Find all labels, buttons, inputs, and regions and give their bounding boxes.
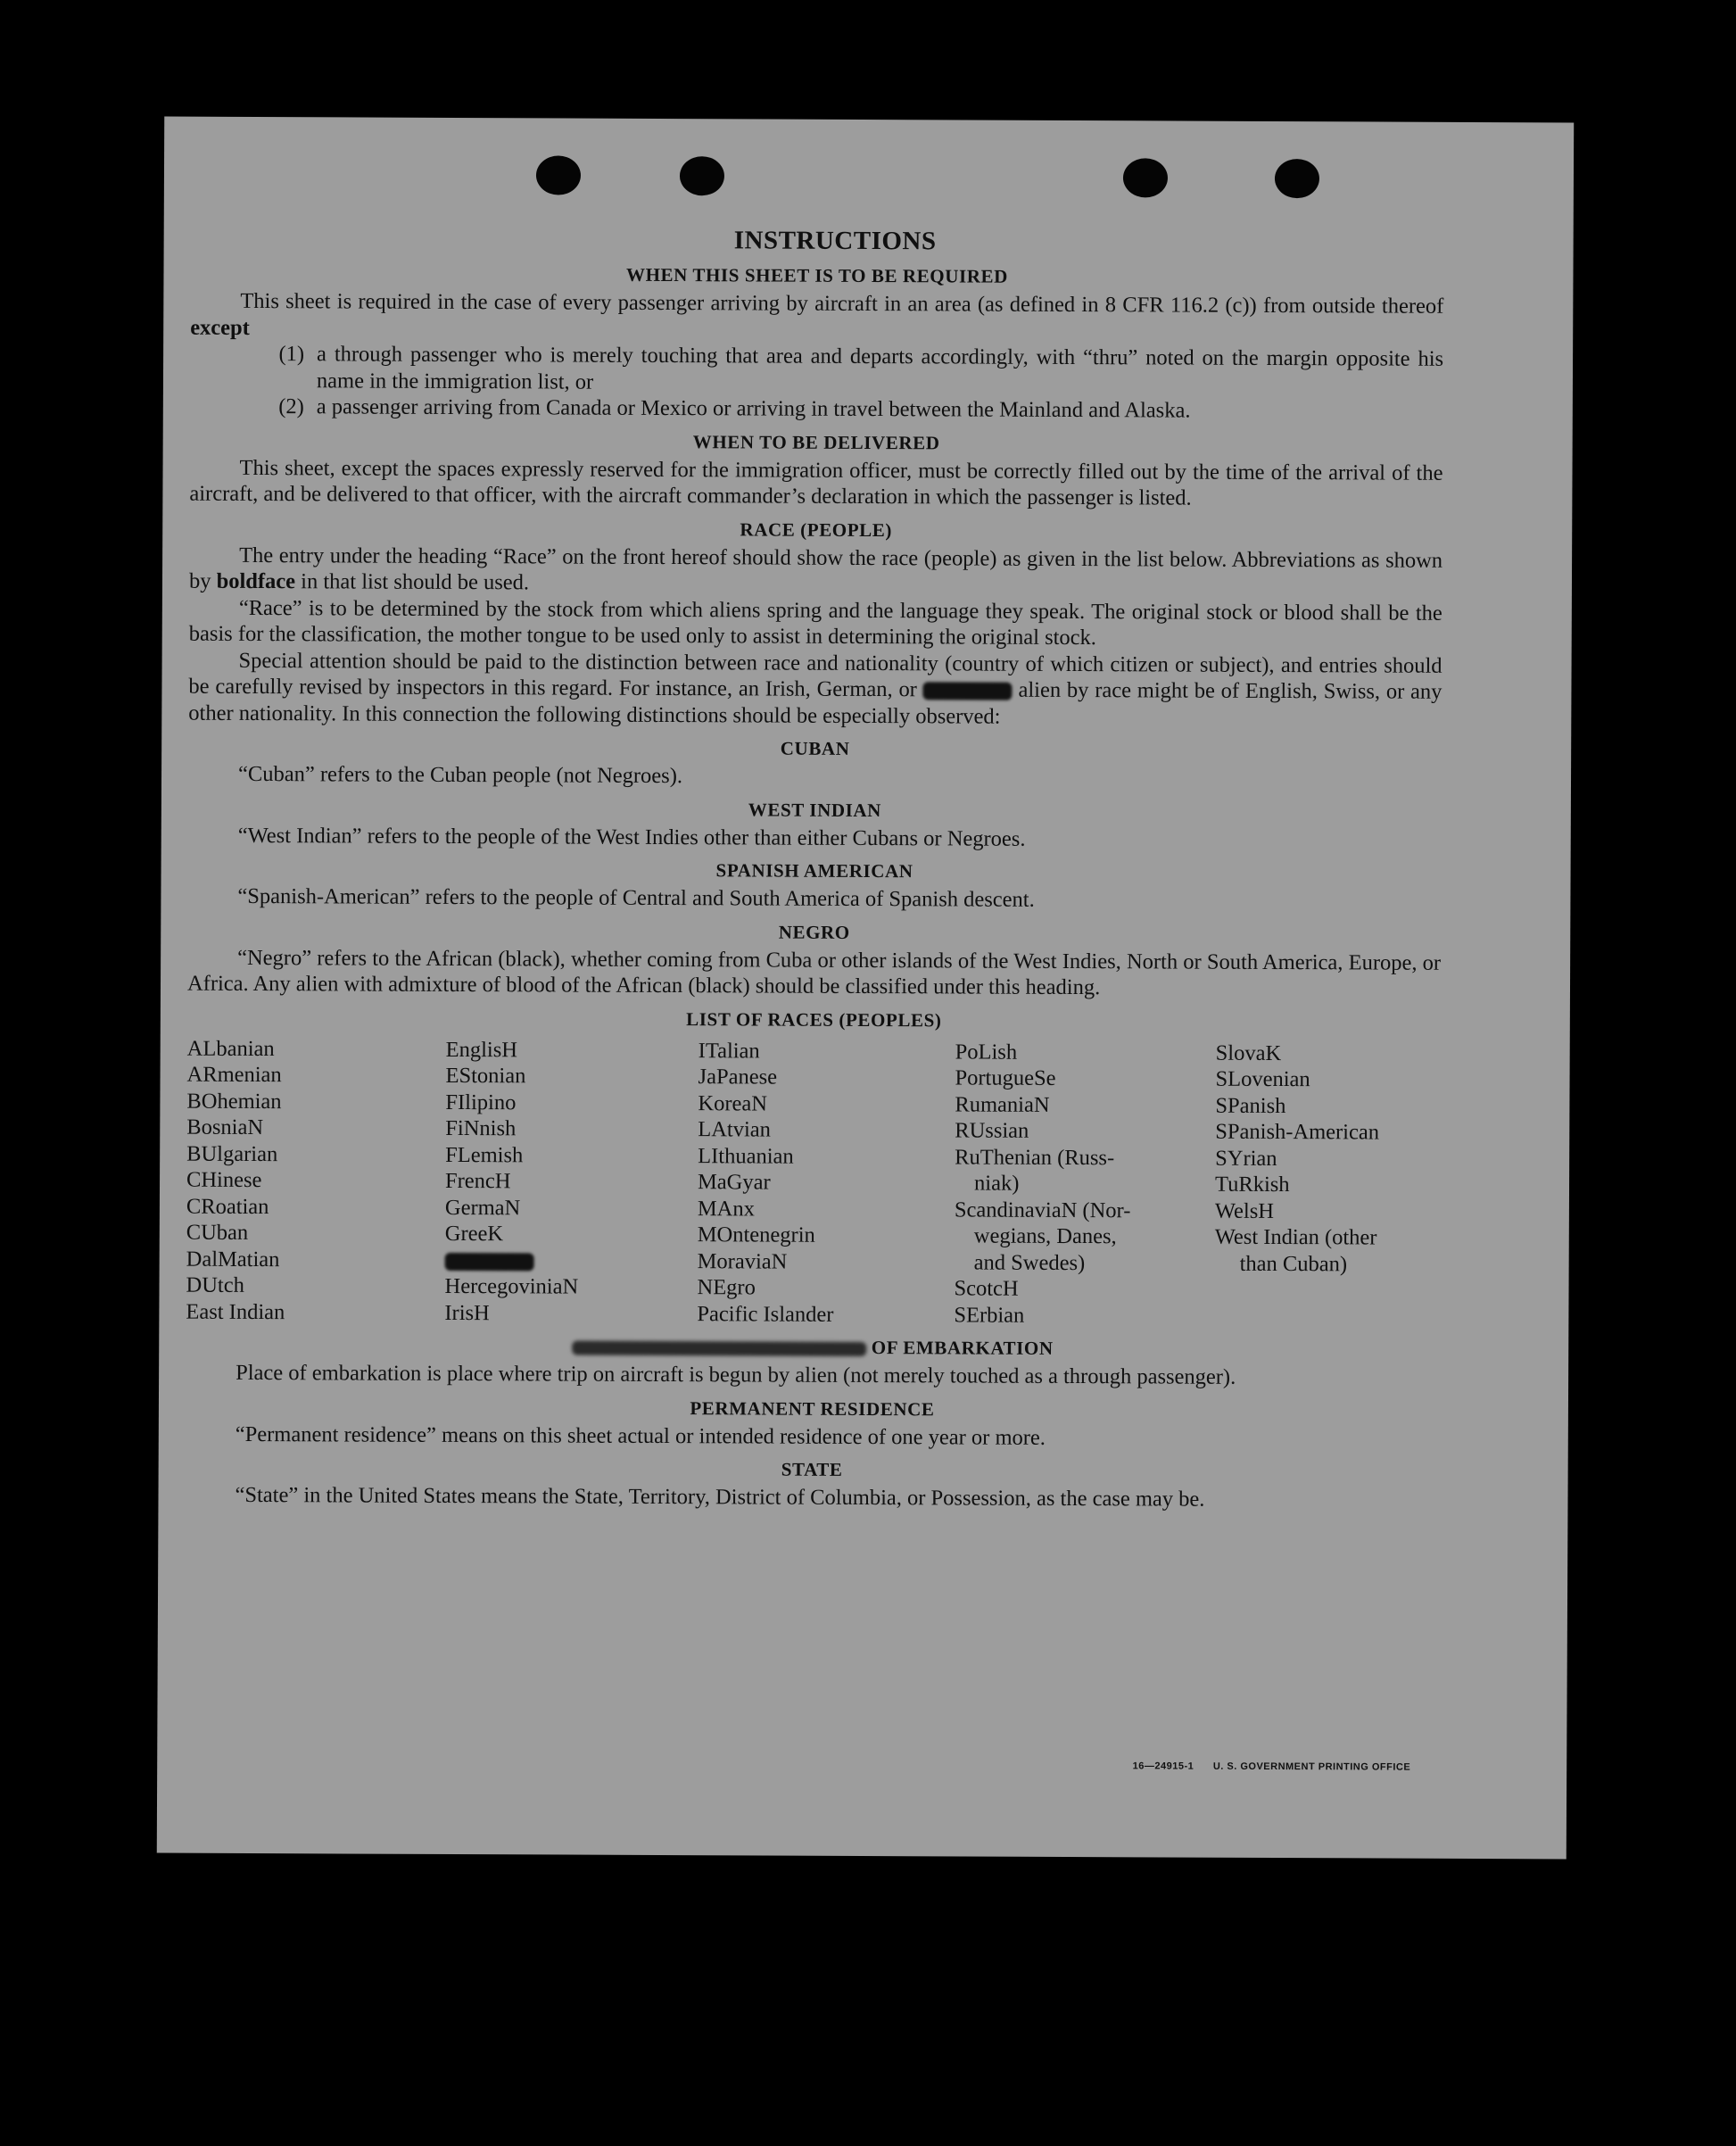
race-item: MoraviaN: [697, 1248, 788, 1274]
embarkation-text: Place of embarkation is place where trip on aircraft is begun by alien (not merely touched as a through passenger).: [236, 1360, 1236, 1389]
race-paragraph-1: The entry under the heading “Race” on the front hereof should show the race (people) as given in the list below. Abbreviations as shown by boldface in that list should be used.: [188, 543, 1443, 595]
race-item: HercegoviniaN: [444, 1273, 579, 1299]
cuban-definition: “Cuban” refers to the Cuban people (not Negroes).: [237, 761, 683, 789]
exception-item-2: (2) a passenger arriving from Canada or Mexico or arriving in travel between the Mainland and Alaska.: [278, 394, 1191, 423]
race-item: ALbanian: [186, 1036, 275, 1061]
heading-when-delivered: WHEN TO BE DELIVERED: [692, 430, 940, 453]
punch-hole: [1275, 159, 1319, 198]
race-item: Pacific Islander: [697, 1301, 834, 1327]
race-item: FiNnish: [445, 1115, 517, 1141]
page-title: INSTRUCTIONS: [733, 226, 937, 256]
race-item: GreeK: [444, 1221, 504, 1247]
smudge-mark: [572, 1341, 866, 1356]
race-item: ITalian: [698, 1038, 760, 1063]
race-item: EStonian: [445, 1063, 526, 1089]
race-item: wegians, Danes,: [973, 1223, 1117, 1249]
document-page: [157, 117, 1574, 1860]
race-paragraph-2: “Race” is to be determined by the stock from which aliens spring and the language they speak. The original stock or blood shall be the basis for the classification, the mother tongue to be used only to assist in determining the original stock.: [188, 595, 1443, 650]
form-code: 16—24915-1: [1132, 1761, 1195, 1772]
punch-hole: [536, 155, 581, 195]
state-text: “State” in the United States means the State, Territory, District of Columbia, or Possession, as the case may be.: [235, 1482, 1205, 1512]
race-item: IrisH: [444, 1300, 490, 1325]
redaction-mark: [445, 1253, 534, 1271]
race-item: CHinese: [186, 1167, 262, 1193]
race-item: RuThenian (Russ-: [955, 1144, 1115, 1170]
race-item: MaGyar: [697, 1170, 771, 1195]
race-item: and Swedes): [973, 1250, 1086, 1275]
punch-hole: [1123, 158, 1168, 197]
races-column-4: [954, 1039, 1215, 1330]
when-delivered-text: This sheet, except the spaces expressly reserved for the immigration officer, must be correctly filled out by the time of the arrival of the aircraft, and be delivered to that officer, with the aircraft commander’s declaration in which the passenger is listed.: [189, 455, 1443, 510]
race-item: LAtvian: [698, 1117, 772, 1142]
race-item: SYrian: [1215, 1146, 1277, 1171]
residence-text: “Permanent residence” means on this sheet actual or intended residence of one year or more.: [235, 1421, 1046, 1450]
race-paragraph-3: Special attention should be paid to the distinction between race and nationality (country of which citizen or subject), and entries should be carefully revised by inspectors in this regard. For instance, an Irish, German, or alien by race might be of English, Swiss, or any other nationality. In this connection the following distinctions should be especially observed:: [188, 648, 1443, 729]
race-item: FrencH: [444, 1168, 511, 1194]
race-item: WelsH: [1214, 1198, 1275, 1223]
race-item: East Indian: [186, 1299, 285, 1324]
race-item: NEgro: [697, 1275, 756, 1300]
race-item: ScandinaviaN (Nor-: [954, 1197, 1131, 1222]
punch-hole: [680, 156, 724, 195]
redaction-mark: [923, 683, 1013, 700]
race-item: PoLish: [955, 1039, 1018, 1065]
heading-state: STATE: [781, 1458, 843, 1480]
race-item: SPanish-American: [1215, 1119, 1380, 1145]
race-item: LIthuanian: [698, 1143, 794, 1169]
race-item: SErbian: [954, 1302, 1025, 1328]
heading-west-indian: WEST INDIAN: [748, 798, 882, 821]
race-item: DalMatian: [186, 1247, 280, 1272]
race-item: West Indian (other: [1214, 1224, 1377, 1250]
race-item: TuRkish: [1214, 1172, 1290, 1197]
race-item: niak): [973, 1171, 1020, 1196]
race-item: JaPanese: [698, 1065, 778, 1090]
race-item: SLovenian: [1215, 1066, 1310, 1092]
race-item: RumaniaN: [955, 1091, 1050, 1117]
race-item: BosniaN: [186, 1114, 264, 1140]
race-item: MAnx: [697, 1196, 755, 1221]
race-item: SlovaK: [1215, 1040, 1282, 1065]
race-item: FIlipino: [445, 1090, 517, 1114]
race-item-redacted: [445, 1247, 698, 1274]
race-item: PortugueSe: [955, 1065, 1056, 1090]
race-item: than Cuban): [1239, 1251, 1348, 1276]
race-item: CUban: [186, 1220, 249, 1245]
negro-definition: “Negro” refers to the African (black), whether coming from Cuba or other islands of the West Indies, North or South America, Europe, or Africa. Any alien with admixture of blood of the African (black) should be classified under this heading.: [186, 945, 1442, 1000]
printer-name: U. S. GOVERNMENT PRINTING OFFICE: [1212, 1761, 1411, 1773]
heading-negro: NEGRO: [778, 921, 850, 943]
race-item: FLemish: [445, 1142, 524, 1167]
race-item: ARmenian: [186, 1062, 282, 1088]
race-item: MOntenegrin: [697, 1222, 815, 1247]
race-item: DUtch: [186, 1272, 244, 1297]
race-item: GermaN: [444, 1195, 521, 1220]
heading-permanent-residence: PERMANENT RESIDENCE: [690, 1396, 935, 1420]
race-item: KoreaN: [698, 1090, 768, 1116]
races-column-5: [1214, 1040, 1440, 1330]
heading-list-of-races: LIST OF RACES (PEOPLES): [686, 1007, 942, 1031]
heading-when-required: WHEN THIS SHEET IS TO BE REQUIRED: [625, 263, 1008, 287]
race-item: EnglisH: [445, 1037, 518, 1062]
race-item: BUlgarian: [186, 1141, 278, 1166]
heading-cuban: CUBAN: [780, 737, 850, 759]
race-item: RUssian: [955, 1118, 1029, 1143]
race-item: CRoatian: [186, 1194, 269, 1219]
races-column-3: [697, 1038, 955, 1329]
heading-race: RACE (PEOPLE): [740, 518, 893, 541]
race-item: BOhemian: [186, 1089, 282, 1114]
spanish-american-definition: “Spanish-American” refers to the people of Central and South America of Spanish descent.: [237, 883, 1035, 912]
races-column-1: [186, 1035, 445, 1326]
exception-item-1: (1) a through passenger who is merely touching that area and departs accordingly, with “thru” noted on the margin opposite his name in the immigration list, or: [278, 342, 1444, 394]
race-item: ScotcH: [954, 1276, 1019, 1301]
heading-spanish-american: SPANISH AMERICAN: [715, 859, 913, 882]
heading-embarkation: OF EMBARKATION: [186, 1334, 1439, 1362]
when-required-intro: This sheet is required in the case of every passenger arriving by aircraft in an area (as defined in 8 CFR 116.2 (c)) from outside thereof except: [190, 288, 1444, 340]
instructions-body: [185, 224, 1443, 1514]
race-item: SPanish: [1215, 1093, 1286, 1118]
print-imprint: [1117, 1761, 1411, 1772]
races-column-2: [444, 1036, 698, 1327]
races-list: [186, 1035, 1440, 1330]
west-indian-definition: “West Indian” refers to the people of the West Indies other than either Cubans or Negroes.: [237, 823, 1026, 851]
